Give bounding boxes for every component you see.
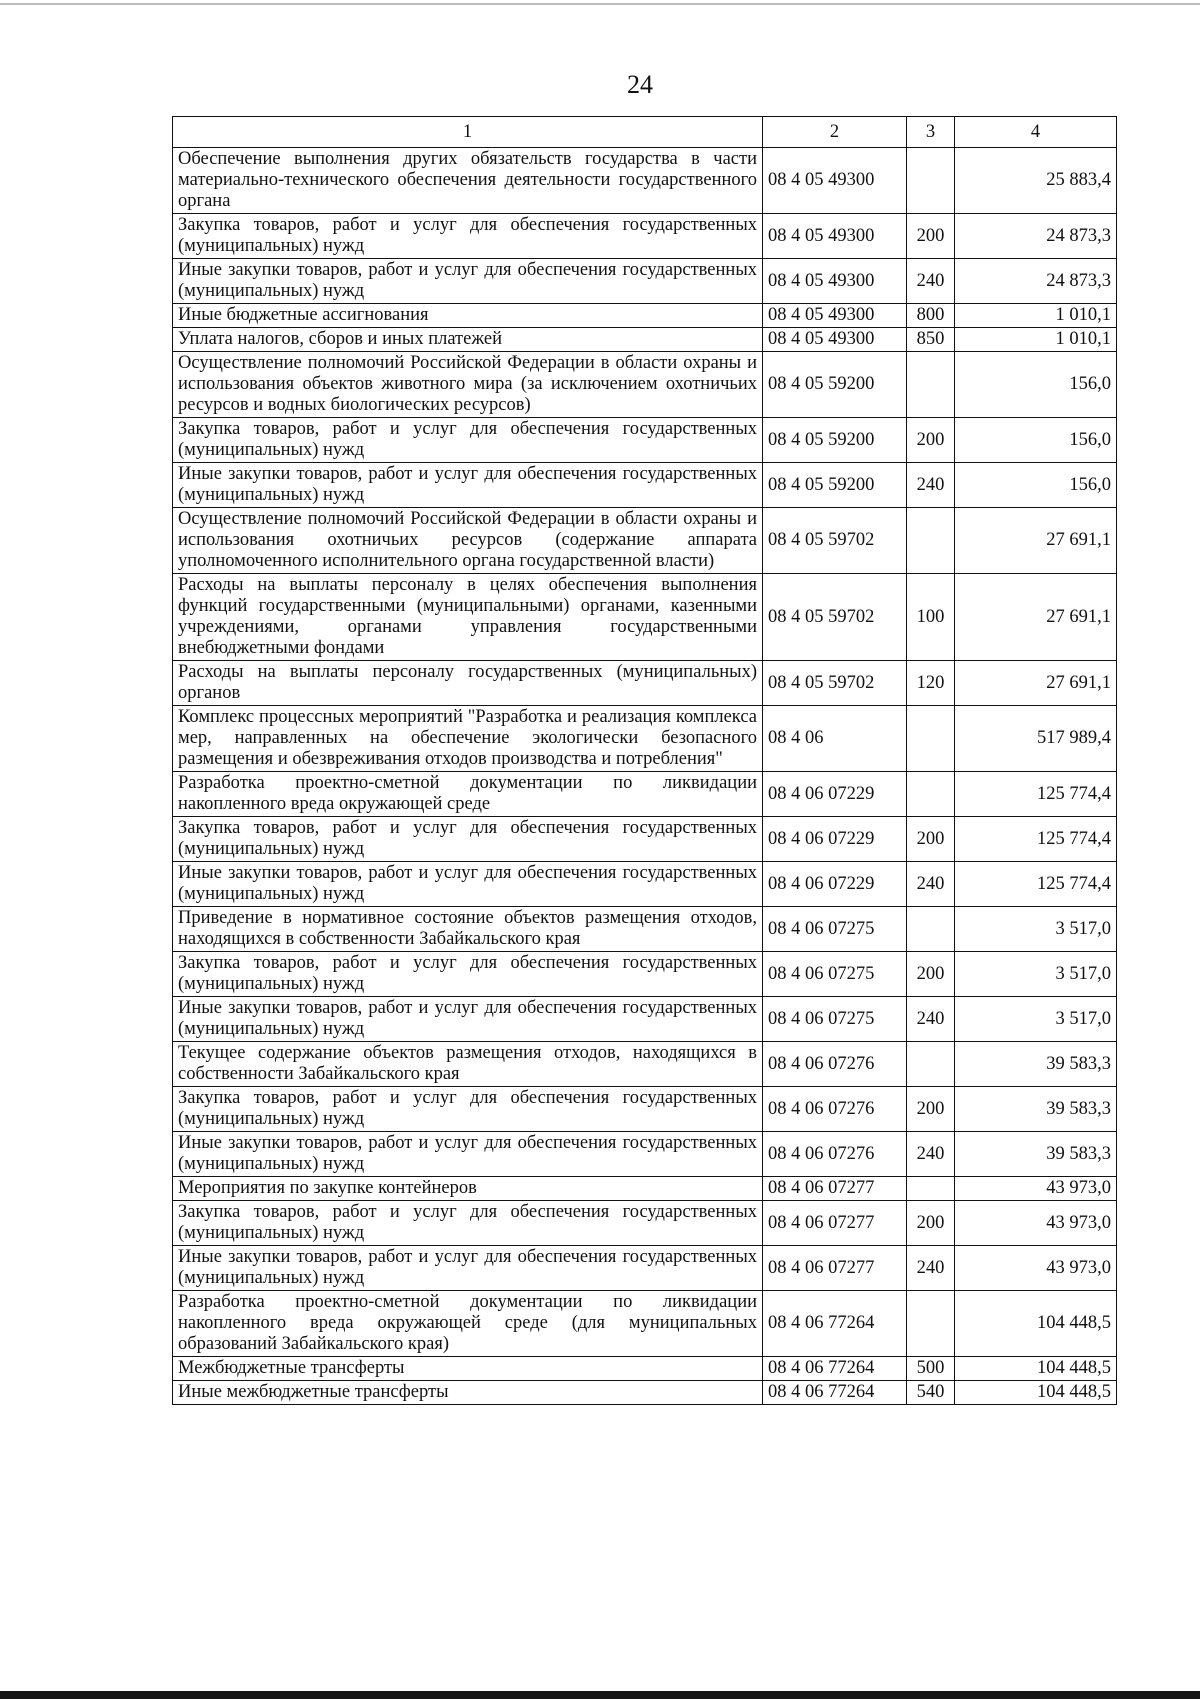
table-row bbox=[173, 1201, 1117, 1246]
row-amount-cell: 24 873,3 bbox=[955, 214, 1117, 259]
table-row bbox=[173, 706, 1117, 772]
table-row bbox=[173, 304, 1117, 328]
row-amount-cell: 125 774,4 bbox=[955, 862, 1117, 907]
row-code-cell: 08 4 06 bbox=[763, 706, 907, 772]
row-code-cell: 08 4 06 77264 bbox=[763, 1357, 907, 1381]
table-row bbox=[173, 463, 1117, 508]
row-name-cell: Закупка товаров, работ и услуг для обеспечения государственных (муниципальных) нужд bbox=[173, 1087, 763, 1132]
row-code-cell: 08 4 06 07276 bbox=[763, 1132, 907, 1177]
row-amount-cell: 3 517,0 bbox=[955, 952, 1117, 997]
row-type-cell: 100 bbox=[907, 574, 955, 661]
row-code-cell: 08 4 06 07276 bbox=[763, 1087, 907, 1132]
row-amount-cell: 1 010,1 bbox=[955, 304, 1117, 328]
row-type-cell: 200 bbox=[907, 418, 955, 463]
row-amount-cell: 43 973,0 bbox=[955, 1177, 1117, 1201]
row-name-cell: Текущее содержание объектов размещения отходов, находящихся в собственности Забайкальского края bbox=[173, 1042, 763, 1087]
row-code-cell: 08 4 06 07275 bbox=[763, 997, 907, 1042]
row-amount-cell: 3 517,0 bbox=[955, 997, 1117, 1042]
table-row bbox=[173, 418, 1117, 463]
row-amount-cell: 3 517,0 bbox=[955, 907, 1117, 952]
table-row bbox=[173, 1291, 1117, 1357]
table-row bbox=[173, 259, 1117, 304]
row-type-cell: 200 bbox=[907, 1087, 955, 1132]
table-header-row bbox=[173, 117, 1117, 148]
row-amount-cell: 104 448,5 bbox=[955, 1357, 1117, 1381]
row-code-cell: 08 4 05 49300 bbox=[763, 148, 907, 214]
row-amount-cell: 27 691,1 bbox=[955, 661, 1117, 706]
table-body bbox=[173, 148, 1117, 1405]
row-name-cell: Иные закупки товаров, работ и услуг для обеспечения государственных (муниципальных) нужд bbox=[173, 259, 763, 304]
row-code-cell: 08 4 06 07277 bbox=[763, 1201, 907, 1246]
row-type-cell: 240 bbox=[907, 862, 955, 907]
row-name-cell: Расходы на выплаты персоналу в целях обеспечения выполнения функций государственными (муниципальными) органами, казенными учреждениями, органами управления государственными внебюджетными фондами bbox=[173, 574, 763, 661]
row-code-cell: 08 4 05 49300 bbox=[763, 304, 907, 328]
table-row bbox=[173, 1042, 1117, 1087]
row-type-cell: 240 bbox=[907, 1246, 955, 1291]
row-name-cell: Закупка товаров, работ и услуг для обеспечения государственных (муниципальных) нужд bbox=[173, 1201, 763, 1246]
row-type-cell: 200 bbox=[907, 817, 955, 862]
row-amount-cell: 156,0 bbox=[955, 463, 1117, 508]
row-code-cell: 08 4 06 07275 bbox=[763, 952, 907, 997]
table-row bbox=[173, 1357, 1117, 1381]
header-col-1: 1 bbox=[173, 117, 763, 148]
row-type-cell: 800 bbox=[907, 304, 955, 328]
row-type-cell bbox=[907, 1042, 955, 1087]
row-code-cell: 08 4 05 59200 bbox=[763, 463, 907, 508]
row-type-cell bbox=[907, 352, 955, 418]
row-name-cell: Закупка товаров, работ и услуг для обеспечения государственных (муниципальных) нужд bbox=[173, 817, 763, 862]
row-amount-cell: 27 691,1 bbox=[955, 508, 1117, 574]
row-code-cell: 08 4 05 49300 bbox=[763, 214, 907, 259]
row-code-cell: 08 4 05 59702 bbox=[763, 661, 907, 706]
row-name-cell: Обеспечение выполнения других обязательств государства в части материально-технического обеспечения деятельности государственного органа bbox=[173, 148, 763, 214]
table-row bbox=[173, 817, 1117, 862]
row-code-cell: 08 4 06 07275 bbox=[763, 907, 907, 952]
header-col-3: 3 bbox=[907, 117, 955, 148]
row-name-cell: Межбюджетные трансферты bbox=[173, 1357, 763, 1381]
table-row bbox=[173, 1177, 1117, 1201]
row-name-cell: Приведение в нормативное состояние объектов размещения отходов, находящихся в собственности Забайкальского края bbox=[173, 907, 763, 952]
page-number: 24 bbox=[627, 70, 653, 99]
row-name-cell: Разработка проектно-сметной документации по ликвидации накопленного вреда окружающей среде (для муниципальных образований Забайкальского края) bbox=[173, 1291, 763, 1357]
row-code-cell: 08 4 05 59702 bbox=[763, 508, 907, 574]
row-amount-cell: 125 774,4 bbox=[955, 772, 1117, 817]
row-code-cell: 08 4 06 07276 bbox=[763, 1042, 907, 1087]
row-code-cell: 08 4 05 49300 bbox=[763, 328, 907, 352]
row-name-cell: Иные закупки товаров, работ и услуг для обеспечения государственных (муниципальных) нужд bbox=[173, 862, 763, 907]
row-type-cell: 240 bbox=[907, 463, 955, 508]
row-name-cell: Осуществление полномочий Российской Федерации в области охраны и использования объектов животного мира (за исключением охотничьих ресурсов и водных биологических ресурсов) bbox=[173, 352, 763, 418]
row-type-cell: 850 bbox=[907, 328, 955, 352]
row-amount-cell: 39 583,3 bbox=[955, 1042, 1117, 1087]
table-row bbox=[173, 772, 1117, 817]
row-name-cell: Расходы на выплаты персоналу государственных (муниципальных) органов bbox=[173, 661, 763, 706]
row-name-cell: Закупка товаров, работ и услуг для обеспечения государственных (муниципальных) нужд bbox=[173, 214, 763, 259]
row-type-cell bbox=[907, 148, 955, 214]
row-type-cell bbox=[907, 706, 955, 772]
row-name-cell: Осуществление полномочий Российской Федерации в области охраны и использования охотничьих ресурсов (содержание аппарата уполномоченного исполнительного органа государственной власти) bbox=[173, 508, 763, 574]
row-name-cell: Комплекс процессных мероприятий "Разработка и реализация комплекса мер, направленных на обеспечение экологически безопасного размещения и обезвреживания отходов производства и потребления" bbox=[173, 706, 763, 772]
row-type-cell: 240 bbox=[907, 997, 955, 1042]
table-row bbox=[173, 661, 1117, 706]
row-amount-cell: 25 883,4 bbox=[955, 148, 1117, 214]
row-code-cell: 08 4 06 07277 bbox=[763, 1246, 907, 1291]
table-row bbox=[173, 1381, 1117, 1405]
row-type-cell bbox=[907, 907, 955, 952]
table-row bbox=[173, 1246, 1117, 1291]
row-name-cell: Закупка товаров, работ и услуг для обеспечения государственных (муниципальных) нужд bbox=[173, 418, 763, 463]
row-type-cell: 200 bbox=[907, 952, 955, 997]
table-row bbox=[173, 574, 1117, 661]
row-code-cell: 08 4 05 59200 bbox=[763, 418, 907, 463]
row-code-cell: 08 4 05 49300 bbox=[763, 259, 907, 304]
row-amount-cell: 43 973,0 bbox=[955, 1246, 1117, 1291]
row-type-cell bbox=[907, 772, 955, 817]
row-code-cell: 08 4 05 59702 bbox=[763, 574, 907, 661]
row-amount-cell: 156,0 bbox=[955, 418, 1117, 463]
table-row bbox=[173, 148, 1117, 214]
row-amount-cell: 104 448,5 bbox=[955, 1291, 1117, 1357]
row-name-cell: Иные межбюджетные трансферты bbox=[173, 1381, 763, 1405]
row-type-cell bbox=[907, 508, 955, 574]
row-name-cell: Мероприятия по закупке контейнеров bbox=[173, 1177, 763, 1201]
row-type-cell: 200 bbox=[907, 1201, 955, 1246]
table-row bbox=[173, 862, 1117, 907]
row-amount-cell: 43 973,0 bbox=[955, 1201, 1117, 1246]
row-code-cell: 08 4 05 59200 bbox=[763, 352, 907, 418]
row-code-cell: 08 4 06 77264 bbox=[763, 1381, 907, 1405]
row-name-cell: Закупка товаров, работ и услуг для обеспечения государственных (муниципальных) нужд bbox=[173, 952, 763, 997]
table-row bbox=[173, 1087, 1117, 1132]
row-type-cell bbox=[907, 1177, 955, 1201]
row-amount-cell: 1 010,1 bbox=[955, 328, 1117, 352]
table-row bbox=[173, 328, 1117, 352]
row-name-cell: Иные закупки товаров, работ и услуг для обеспечения государственных (муниципальных) нужд bbox=[173, 463, 763, 508]
scan-edge-bar bbox=[0, 1691, 1200, 1699]
row-name-cell: Разработка проектно-сметной документации по ликвидации накопленного вреда окружающей среде bbox=[173, 772, 763, 817]
table-row bbox=[173, 214, 1117, 259]
row-type-cell: 200 bbox=[907, 214, 955, 259]
row-amount-cell: 27 691,1 bbox=[955, 574, 1117, 661]
row-name-cell: Иные закупки товаров, работ и услуг для обеспечения государственных (муниципальных) нужд bbox=[173, 1132, 763, 1177]
row-type-cell: 120 bbox=[907, 661, 955, 706]
table-row bbox=[173, 997, 1117, 1042]
row-type-cell: 240 bbox=[907, 1132, 955, 1177]
row-code-cell: 08 4 06 07229 bbox=[763, 862, 907, 907]
scan-edge-line bbox=[0, 3, 1200, 5]
row-code-cell: 08 4 06 07229 bbox=[763, 772, 907, 817]
row-type-cell bbox=[907, 1291, 955, 1357]
row-type-cell: 240 bbox=[907, 259, 955, 304]
table-row bbox=[173, 952, 1117, 997]
row-amount-cell: 39 583,3 bbox=[955, 1132, 1117, 1177]
row-amount-cell: 39 583,3 bbox=[955, 1087, 1117, 1132]
row-name-cell: Иные закупки товаров, работ и услуг для обеспечения государственных (муниципальных) нужд bbox=[173, 1246, 763, 1291]
row-amount-cell: 156,0 bbox=[955, 352, 1117, 418]
budget-table bbox=[172, 116, 1117, 1405]
row-name-cell: Уплата налогов, сборов и иных платежей bbox=[173, 328, 763, 352]
header-col-2: 2 bbox=[763, 117, 907, 148]
row-amount-cell: 24 873,3 bbox=[955, 259, 1117, 304]
row-name-cell: Иные закупки товаров, работ и услуг для обеспечения государственных (муниципальных) нужд bbox=[173, 997, 763, 1042]
row-amount-cell: 104 448,5 bbox=[955, 1381, 1117, 1405]
table-row bbox=[173, 907, 1117, 952]
row-amount-cell: 125 774,4 bbox=[955, 817, 1117, 862]
row-amount-cell: 517 989,4 bbox=[955, 706, 1117, 772]
row-code-cell: 08 4 06 77264 bbox=[763, 1291, 907, 1357]
row-name-cell: Иные бюджетные ассигнования bbox=[173, 304, 763, 328]
table-row bbox=[173, 508, 1117, 574]
row-type-cell: 540 bbox=[907, 1381, 955, 1405]
row-type-cell: 500 bbox=[907, 1357, 955, 1381]
row-code-cell: 08 4 06 07229 bbox=[763, 817, 907, 862]
table-row bbox=[173, 1132, 1117, 1177]
header-col-4: 4 bbox=[955, 117, 1117, 148]
table-row bbox=[173, 352, 1117, 418]
row-code-cell: 08 4 06 07277 bbox=[763, 1177, 907, 1201]
